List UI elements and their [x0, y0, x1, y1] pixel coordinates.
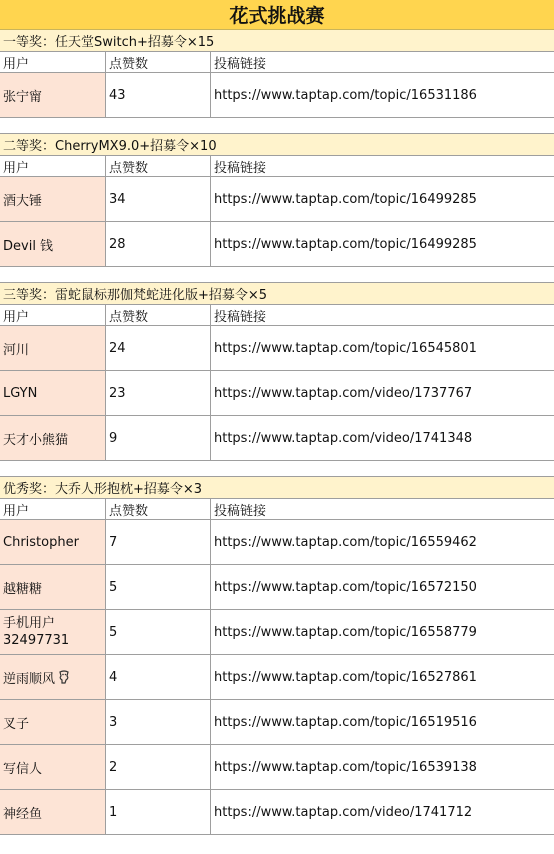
link-cell[interactable]: https://www.taptap.com/video/1741348: [214, 430, 473, 446]
user-name: 写信人: [3, 761, 43, 777]
table-row: [0, 222, 554, 267]
prize-heading: 二等奖：CherryMX9.0+招募令×10: [0, 134, 554, 156]
user-cell: [0, 73, 106, 117]
spacer-row: [0, 461, 554, 477]
column-header-link: 投稿链接: [214, 503, 267, 519]
column-header-row: [0, 499, 554, 520]
link-cell[interactable]: https://www.taptap.com/topic/16545801: [214, 340, 477, 356]
user-cell: [0, 700, 106, 744]
prize-heading: 三等奖：雷蛇鼠标那伽梵蛇进化版+招募令×5: [0, 283, 554, 305]
page-title: 花式挑战赛: [0, 0, 554, 30]
likes-cell: 7: [106, 520, 211, 564]
column-header-row: [0, 52, 554, 73]
likes-cell: 1: [106, 790, 211, 834]
user-cell: [0, 520, 106, 564]
spacer-row: [0, 267, 554, 283]
likes-cell: 3: [106, 700, 211, 744]
column-header-link: 投稿链接: [214, 56, 267, 72]
prize-heading: 一等奖：任天堂Switch+招募令×15: [0, 30, 554, 52]
link-cell[interactable]: https://www.taptap.com/topic/16539138: [214, 759, 477, 775]
user-cell: [0, 565, 106, 609]
likes-cell: 5: [106, 610, 211, 654]
spacer-row: [0, 118, 554, 134]
column-header-likes: 点赞数: [106, 305, 211, 325]
table-row: [0, 326, 554, 371]
user-name: 天才小熊猫: [3, 432, 69, 448]
table-row: [0, 73, 554, 118]
user-name: 神经鱼: [3, 806, 43, 822]
table-row: [0, 416, 554, 461]
table-row: [0, 610, 554, 655]
link-cell[interactable]: https://www.taptap.com/topic/16527861: [214, 669, 477, 685]
table-row: [0, 700, 554, 745]
link-cell[interactable]: https://www.taptap.com/video/1737767: [214, 385, 473, 401]
table-row: [0, 745, 554, 790]
column-header-likes: 点赞数: [106, 156, 211, 176]
table-row: [0, 520, 554, 565]
prize-heading: 优秀奖：大乔人形抱枕+招募令×3: [0, 477, 554, 499]
user-name: 越糖糖: [3, 581, 43, 597]
user-cell: [0, 416, 106, 460]
user-name: 手机用户 32497731: [3, 616, 70, 648]
link-cell[interactable]: https://www.taptap.com/topic/16558779: [214, 624, 477, 640]
user-name: 河川: [3, 342, 30, 358]
link-cell[interactable]: https://www.taptap.com/topic/16499285: [214, 191, 477, 207]
likes-cell: 4: [106, 655, 211, 699]
user-name: Devil 钱: [3, 238, 54, 254]
user-cell: [0, 371, 106, 415]
user-name: 张宁甯: [3, 89, 43, 105]
table-body: [0, 30, 554, 835]
link-cell[interactable]: https://www.taptap.com/topic/16531186: [214, 87, 477, 103]
user-name: LGYN: [3, 385, 38, 401]
user-cell: [0, 655, 106, 699]
column-header-user: 用户: [0, 156, 106, 176]
table-row: [0, 371, 554, 416]
user-name: 逆雨顺风: [3, 671, 56, 687]
likes-cell: 24: [106, 326, 211, 370]
user-name: 叉子: [3, 716, 30, 732]
user-name: Christopher: [3, 534, 79, 550]
table-row: [0, 655, 554, 700]
link-cell[interactable]: https://www.taptap.com/topic/16572150: [214, 579, 477, 595]
column-header-user: 用户: [0, 52, 106, 72]
column-header-row: [0, 156, 554, 177]
likes-cell: 43: [106, 73, 211, 117]
likes-cell: 28: [106, 222, 211, 266]
likes-cell: 2: [106, 745, 211, 789]
user-cell: [0, 610, 106, 654]
user-name: 酒大锤: [3, 193, 43, 209]
link-cell[interactable]: https://www.taptap.com/topic/16499285: [214, 236, 477, 252]
likes-cell: 23: [106, 371, 211, 415]
table-row: [0, 565, 554, 610]
link-cell[interactable]: https://www.taptap.com/topic/16519516: [214, 714, 477, 730]
likes-cell: 34: [106, 177, 211, 221]
column-header-likes: 点赞数: [106, 499, 211, 519]
column-header-user: 用户: [0, 499, 106, 519]
table-row: [0, 177, 554, 222]
column-header-link: 投稿链接: [214, 160, 267, 176]
user-cell: [0, 177, 106, 221]
user-cell: [0, 790, 106, 834]
column-header-user: 用户: [0, 305, 106, 325]
column-header-row: [0, 305, 554, 326]
user-cell: [0, 326, 106, 370]
likes-cell: 9: [106, 416, 211, 460]
table-row: [0, 790, 554, 835]
column-header-likes: 点赞数: [106, 52, 211, 72]
link-cell[interactable]: https://www.taptap.com/video/1741712: [214, 804, 473, 820]
user-cell: [0, 745, 106, 789]
link-cell[interactable]: https://www.taptap.com/topic/16559462: [214, 534, 477, 550]
column-header-link: 投稿链接: [214, 309, 267, 325]
user-cell: [0, 222, 106, 266]
emoji-icon: [57, 670, 71, 684]
likes-cell: 5: [106, 565, 211, 609]
